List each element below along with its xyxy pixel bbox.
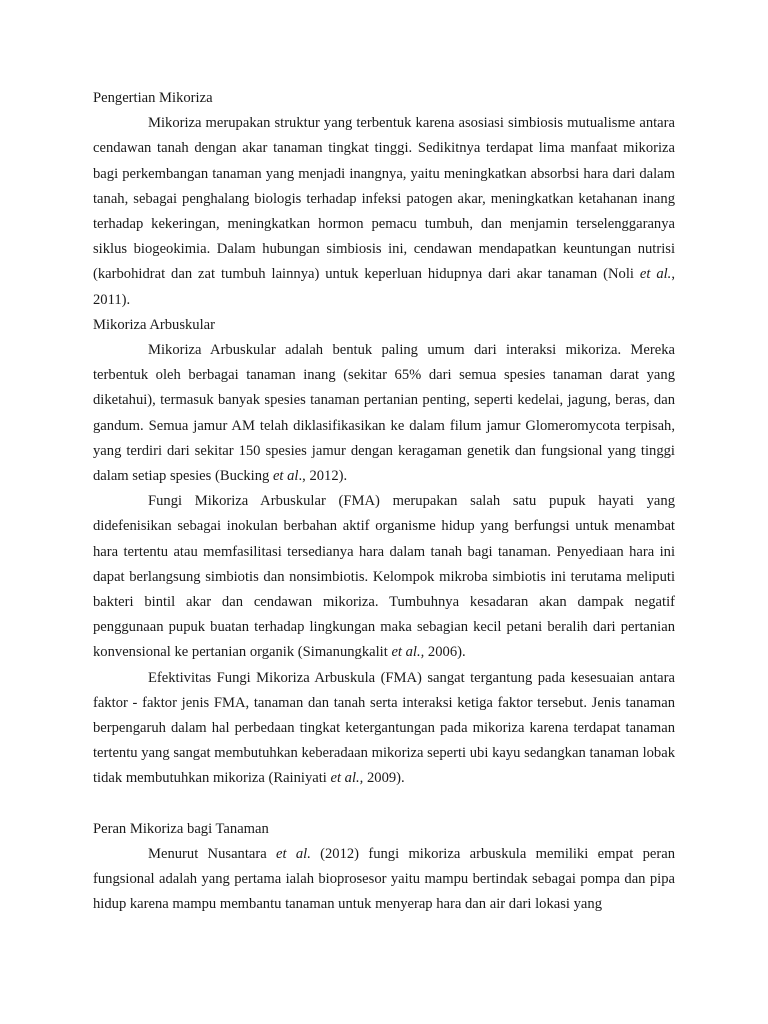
- citation-etal: et al.: [639, 266, 672, 283]
- paragraph-tail: (2012) fungi mikoriza arbuskula memiliki empat peran fungsional adalah yang pertama ialah bioprosesor yaitu mampu bertindak sebagai pompa dan pipa hidup karena mampu membantu tanaman untuk menyerap hara dan air dari lokasi yang: [93, 846, 675, 913]
- citation-etal: et al: [272, 468, 299, 485]
- paragraph-arbuskular-1: [93, 338, 675, 489]
- paragraph-peran: [93, 842, 675, 918]
- paragraph-text: Menurut Nusantara: [148, 846, 277, 863]
- citation-etal: et al.: [276, 846, 311, 863]
- paragraph-pengertian: [93, 111, 675, 313]
- paragraph-tail: , 2011).: [93, 266, 675, 308]
- blank-line: [93, 792, 675, 817]
- paragraph-tail: ., 2012).: [298, 468, 348, 485]
- citation-etal: et al.,: [391, 644, 425, 661]
- citation-etal: et al.,: [330, 770, 364, 787]
- section-heading-peran: Peran Mikoriza bagi Tanaman: [93, 820, 269, 837]
- section-heading-arbuskular: Mikoriza Arbuskular: [93, 316, 215, 333]
- paragraph-arbuskular-3: [93, 666, 675, 792]
- paragraph-text: Fungi Mikoriza Arbuskular (FMA) merupakan salah satu pupuk hayati yang didefenisikan sebagai inokulan berbahan aktif organisme hidup yang berfungsi untuk menambat hara tertentu atau memfasilitasi tersedianya hara dalam tanah bagi tanaman. Penyediaan hara ini dapat berlangsung simbiotis dan nonsimbiotis. Kelompok mikroba simbiotis ini terutama meliputi bakteri bintil akar dan cendawan mikoriza. Tumbuhnya kesadaran akan dampak negatif penggunaan pupuk buatan terhadap lingkungan maka sebagian kecil petani beralih dari pertanian konvensional ke pertanian organik (Simanungkalit: [93, 493, 675, 661]
- paragraph-arbuskular-2: [93, 489, 675, 665]
- paragraph-text: Mikoriza merupakan struktur yang terbentuk karena asosiasi simbiosis mutualisme antara cendawan tanah dengan akar tanaman tingkat tinggi. Sedikitnya terdapat lima manfaat mikoriza bagi perkembangan tanaman yang menjadi inangnya, yaitu meningkatkan absorbsi hara dari dalam tanah, sebagai penghalang biologis terhadap infeksi patogen akar, meningkatkan ketahanan inang terhadap kekeringan, meningkatkan hormon pemacu tumbuh, dan menjamin terselenggaranya siklus biogeokimia. Dalam hubungan simbiosis ini, cendawan mendapatkan keuntungan nutrisi (karbohidrat dan zat tumbuh lainnya) untuk keperluan hidupnya dari akar tanaman (Noli: [93, 115, 675, 283]
- paragraph-text: Efektivitas Fungi Mikoriza Arbuskula (FMA) sangat tergantung pada kesesuaian antara faktor - faktor jenis FMA, tanaman dan tanah serta interaksi ketiga faktor tersebut. Jenis tanaman berpengaruh dalam hal perbedaan tingkat ketergantungan pada mikoriza karena terdapat tanaman tertentu yang sangat membutuhkan keberadaan mikoriza seperti ubi kayu sedangkan tanaman lobak tidak membutuhkan mikoriza (Rainiyati: [93, 669, 675, 787]
- section-heading-pengertian: Pengertian Mikoriza: [93, 90, 213, 106]
- paragraph-text: Mikoriza Arbuskular adalah bentuk paling umum dari interaksi mikoriza. Mereka terbentuk oleh berbagai tanaman inang (sekitar 65% dari semua spesies tanaman darat yang diketahui), termasuk banyak spesies tanaman pertanian penting, seperti kedelai, jagung, beras, dan gandum. Semua jamur AM telah diklasifikasikan ke dalam filum jamur Glomeromycota terpisah, yang terdiri dari sekitar 150 spesies jamur dengan keragaman genetik dan fungsional yang tinggi dalam setiap spesies (Bucking: [93, 342, 675, 485]
- paragraph-tail: 2009).: [363, 770, 405, 787]
- paragraph-tail: 2006).: [424, 644, 466, 661]
